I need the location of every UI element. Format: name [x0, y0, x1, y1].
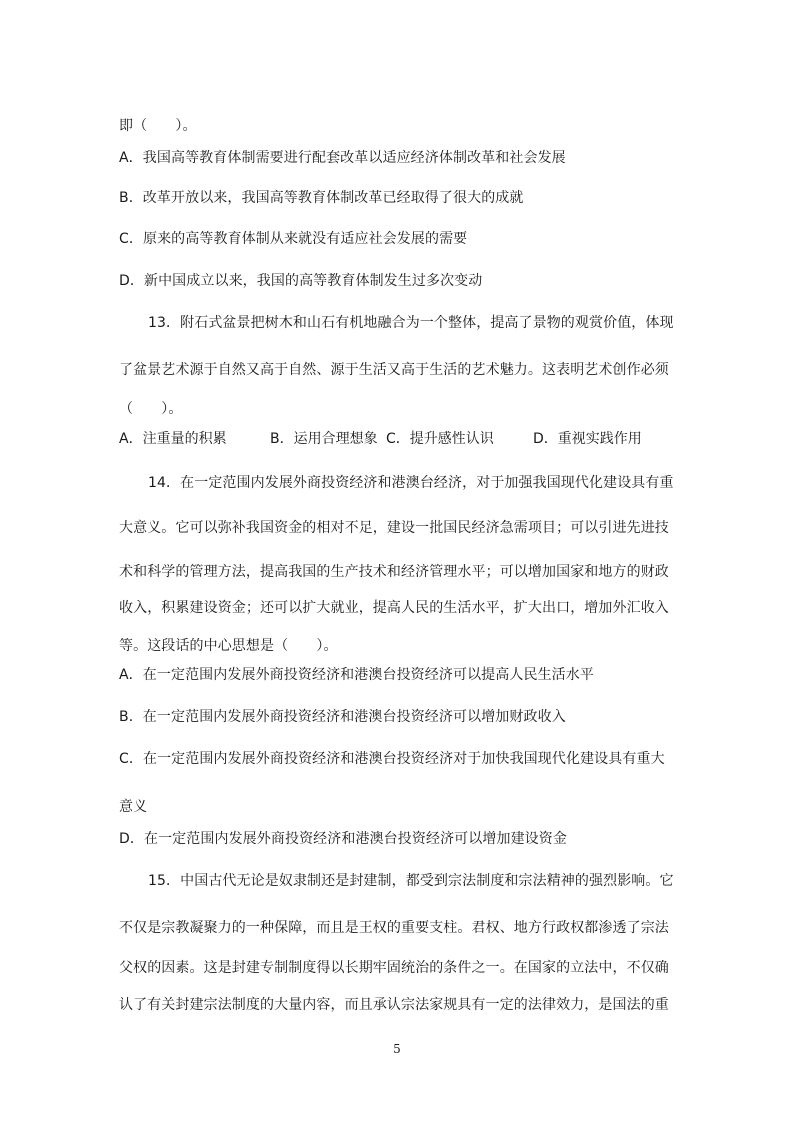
question-13-stem-line-2: 了盆景艺术源于自然又高于自然、源于生活又高于生活的艺术魅力。这表明艺术创作必须 [119, 362, 669, 378]
question-14-stem-line-2: 大意义。它可以弥补我国资金的相对不足，建设一批国民经济急需项目；可以引进先进技 [119, 520, 669, 536]
question-15-stem-line-4: 认了有关封建宗法制度的大量内容，而且承认宗法家规具有一定的法律效力，是国法的重 [119, 997, 669, 1013]
question-12-option-a: A．我国高等教育体制需要进行配套改革以适应经济体制改革和社会发展 [119, 150, 566, 166]
question-13-option-a: A．注重量的积累 [119, 431, 227, 447]
question-13-option-c: C．提升感性认识 [386, 431, 494, 447]
question-13-option-d: D．重视实践作用 [533, 431, 642, 447]
question-15-stem-line-1: 15．中国古代无论是奴隶制还是封建制，都受到宗法制度和宗法精神的强烈影响。它 [148, 873, 674, 889]
question-13-option-b: B．运用合理想象 [270, 431, 378, 447]
question-14-option-d: D．在一定范围内发展外商投资经济和港澳台投资经济可以增加建设资金 [119, 831, 567, 847]
question-14-stem-line-4: 收入，积累建设资金；还可以扩大就业，提高人民的生活水平，扩大出口，增加外汇收入 [119, 600, 669, 616]
question-13-stem-line-3: （ ）。 [119, 401, 183, 417]
question-14-option-a: A．在一定范围内发展外商投资经济和港澳台投资经济可以提高人民生活水平 [119, 667, 594, 683]
question-12-option-c: C．原来的高等教育体制从来就没有适应社会发展的需要 [119, 231, 468, 247]
question-14-stem-line-3: 术和科学的管理方法，提高我国的生产技术和经济管理水平；可以增加国家和地方的财政 [119, 564, 669, 580]
question-14-stem-line-5: 等。这段话的中心思想是（ ）。 [119, 638, 338, 654]
page-number: 5 [393, 1042, 401, 1056]
question-14-option-b: B．在一定范围内发展外商投资经济和港澳台投资经济可以增加财政收入 [119, 709, 566, 725]
question-12-option-b: B．改革开放以来，我国高等教育体制改革已经取得了很大的成就 [119, 190, 524, 206]
question-15-stem-line-3: 父权的因素。这是封建专制制度得以长期牢固统治的条件之一。在国家的立法中，不仅确 [119, 960, 669, 976]
question-14-option-c-line-1: C．在一定范围内发展外商投资经济和港澳台投资经济对于加快我国现代化建设具有重大 [119, 751, 665, 767]
question-15-stem-line-2: 不仅是宗教凝聚力的一种保障，而且是王权的重要支柱。君权、地方行政权都渗透了宗法 [119, 920, 669, 936]
question-14-option-c-line-2: 意义 [119, 799, 148, 815]
question-14-stem-line-1: 14．在一定范围内发展外商投资经济和港澳台经济，对于加强我国现代化建设具有重 [148, 475, 674, 491]
question-12-stem-tail: 即（ ）。 [119, 118, 197, 134]
question-13-stem-line-1: 13．附石式盆景把树木和山石有机地融合为一个整体，提高了景物的观赏价值，体现 [148, 315, 674, 331]
question-12-option-d: D．新中国成立以来，我国的高等教育体制发生过多次变动 [119, 273, 483, 289]
